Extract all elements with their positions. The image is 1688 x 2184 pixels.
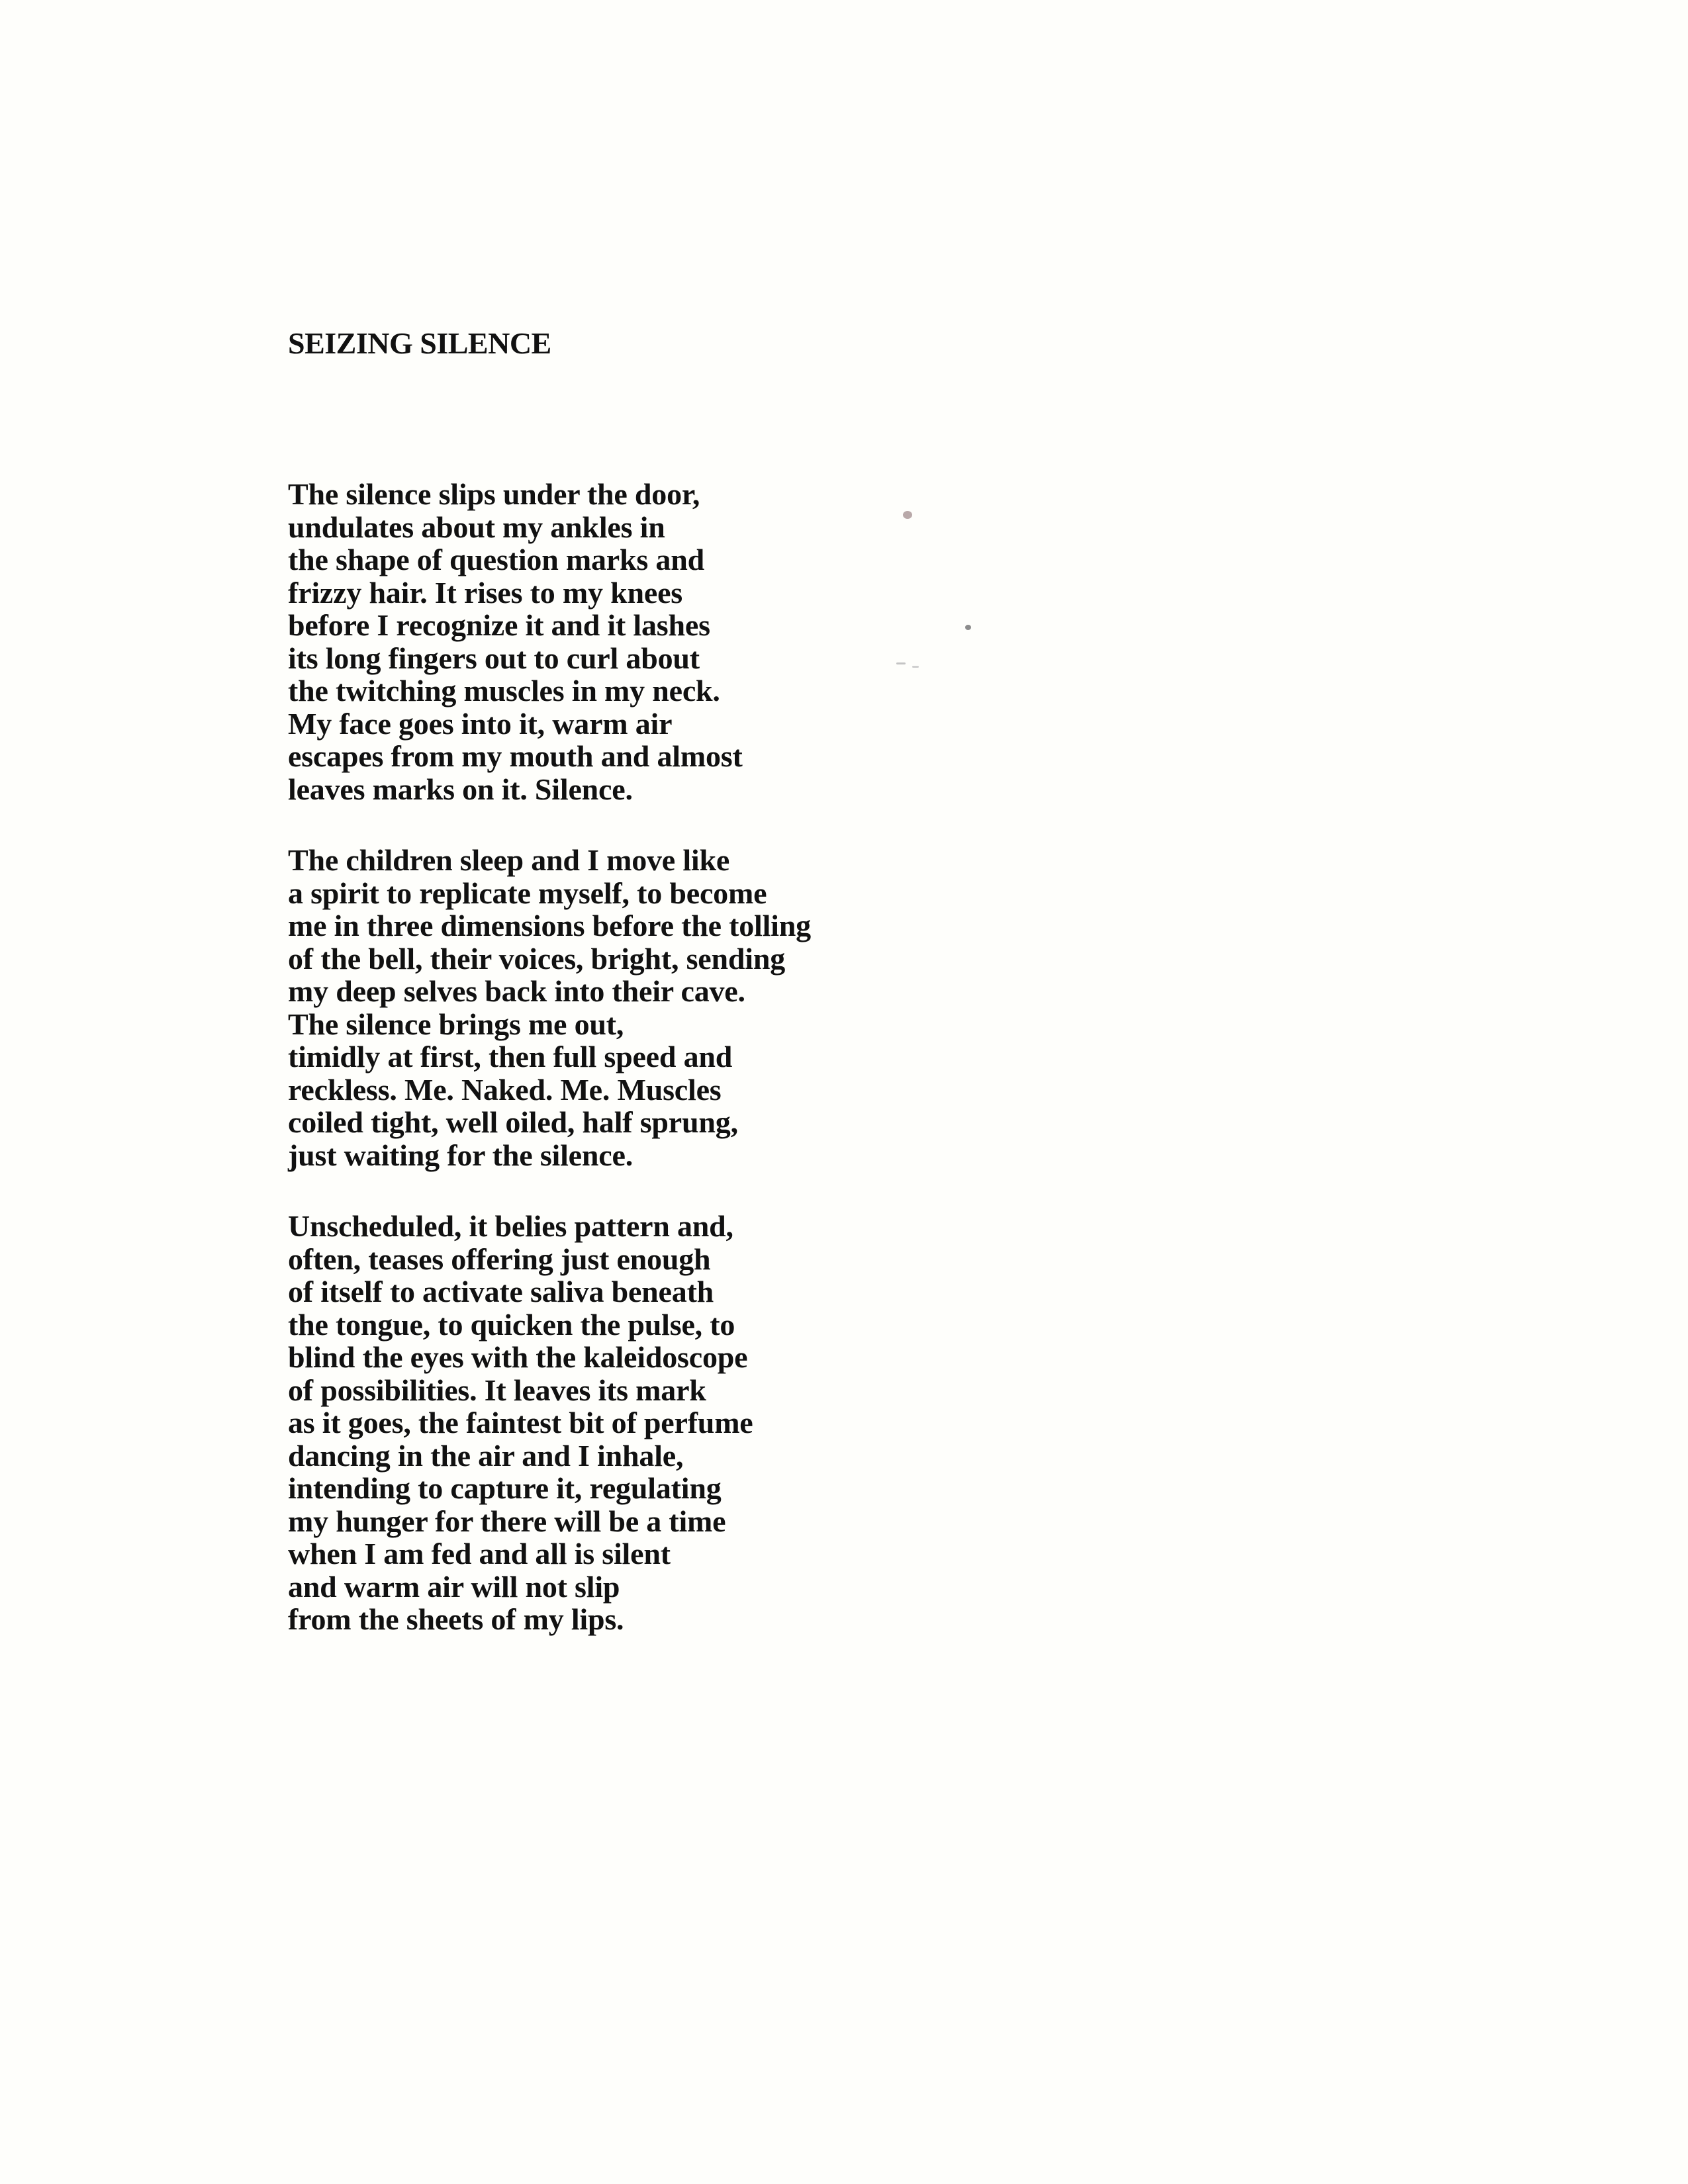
poem-line: undulates about my ankles in [288,510,665,544]
poem-line: the twitching muscles in my neck. [288,674,720,707]
poem-line: My face goes into it, warm air [288,706,673,741]
paper-speck [912,666,919,668]
poem-line: my hunger for there will be a time [288,1504,726,1538]
poem-line: before I recognize it and it lashes [288,608,710,642]
poem-line: frizzy hair. It rises to my knees [288,575,682,610]
poem-line: the tongue, to quicken the pulse, to [288,1307,735,1342]
poem-line: a spirit to replicate myself, to become [288,876,767,910]
poem-line: Unscheduled, it belies pattern and, [288,1209,733,1243]
poem-line: the shape of question marks and [288,543,704,576]
poem-line: my deep selves back into their cave. [288,974,745,1008]
poem-line: reckless. Me. Naked. Me. Muscles [288,1072,722,1107]
poem-line: The silence brings me out, [288,1007,624,1041]
poem-line: intending to capture it, regulating [288,1471,722,1505]
poem-line: just waiting for the silence. [288,1138,633,1172]
poem-line: coiled tight, well oiled, half sprung, [288,1105,738,1139]
poem-line: The silence slips under the door, [288,477,700,511]
poem-body [288,478,1281,1674]
poem-line: escapes from my mouth and almost [288,739,743,773]
poem-line: dancing in the air and I inhale, [288,1438,684,1473]
poem-line: of the bell, their voices, bright, sending [288,941,786,976]
poem-line: leaves marks on it. Silence. [288,772,633,806]
paper-speck [896,662,906,664]
poem-line: blind the eyes with the kaleidoscope [288,1340,748,1374]
poem-line: The children sleep and I move like [288,843,730,877]
poem-line: me in three dimensions before the tolling [288,909,811,942]
stanza-2 [288,844,1281,1171]
poem-title: SEIZING SILENCE [288,326,551,360]
paper-speck [903,511,912,519]
poem-line: of itself to activate saliva beneath [288,1275,714,1308]
stanza-1 [288,478,1281,805]
poem-line: timidly at first, then full speed and [288,1040,733,1073]
poem-line: often, teases offering just enough [288,1242,711,1276]
poem-line: and warm air will not slip [288,1569,620,1604]
poem-line: of possibilities. It leaves its mark [288,1373,706,1407]
poem-line: as it goes, the faintest bit of perfume [288,1406,753,1439]
paper-speck [965,625,971,630]
poem-line: its long fingers out to curl about [288,641,700,675]
stanza-3 [288,1210,1281,1636]
poem-line: from the sheets of my lips. [288,1602,624,1636]
poem-line: when I am fed and all is silent [288,1537,671,1570]
